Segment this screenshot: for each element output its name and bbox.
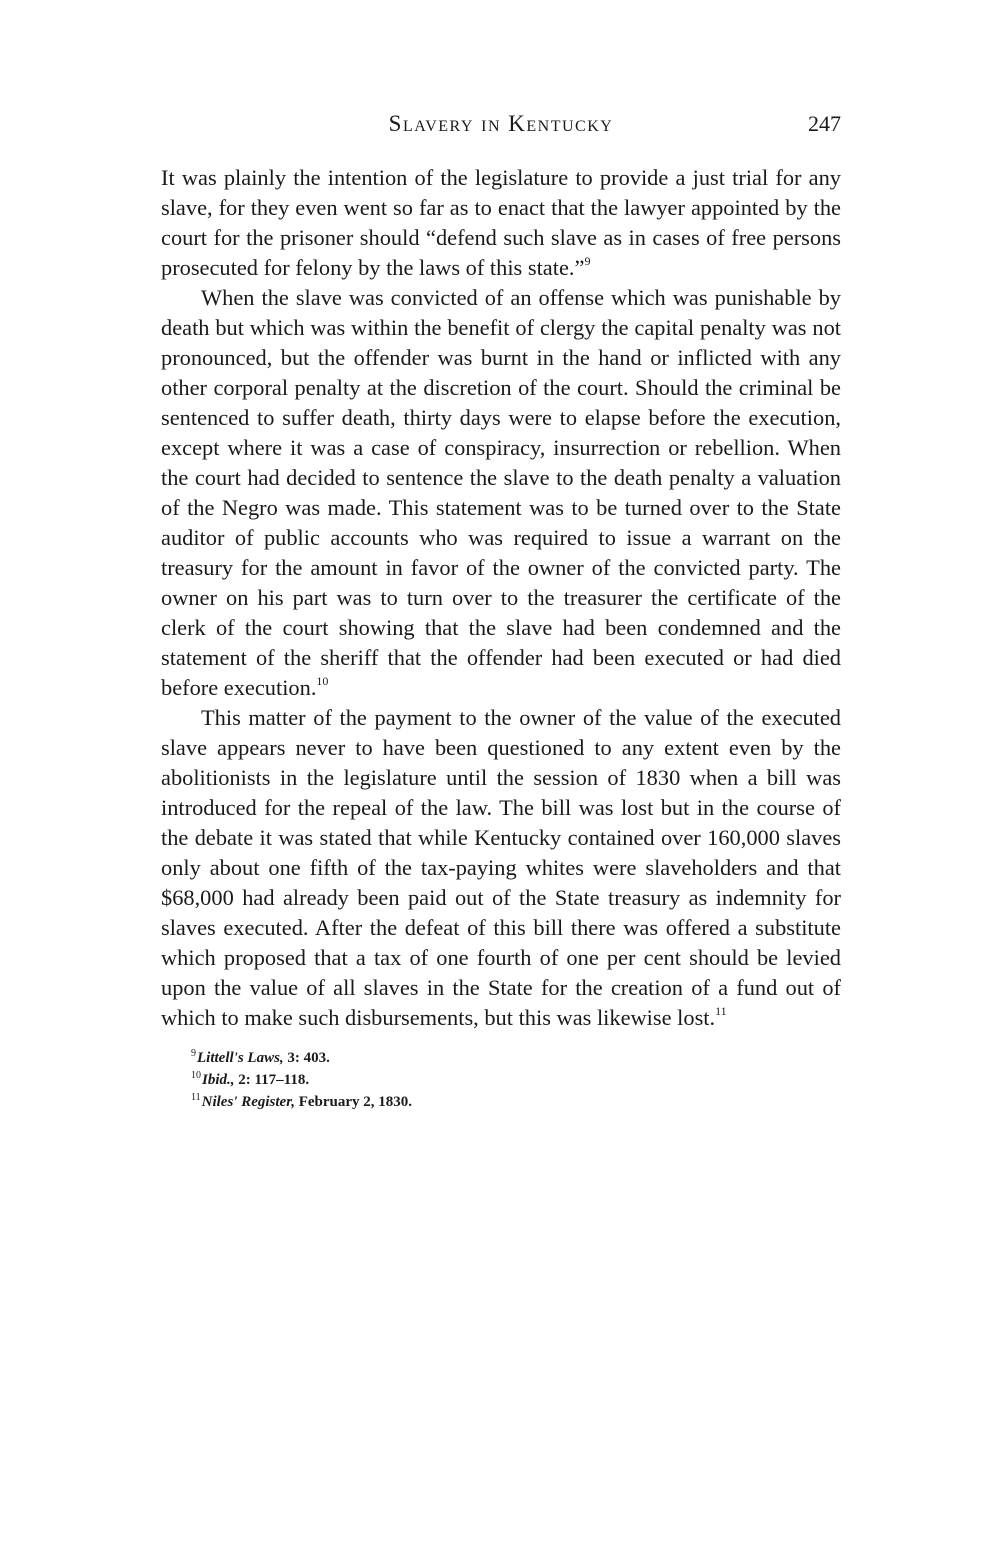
paragraph-text: When the slave was convicted of an offense which was punishable by death but which was within the benefit of clergy the capital penalty was not pronounced, but the offender was burnt in the hand or inflicted with any other corporal penalty at the discretion of the court. Should the criminal be sentenced to suffer death, thirty days were to elapse before the execution, except where it was a case of conspiracy, insurrection or rebellion. When the court had decided to sentence the slave to the death penalty a valuation of the Negro was made. This statement was to be turned over to the State auditor of public accounts who was required to issue a warrant on the treasury for the amount in favor of the owner of the convicted party. The owner on his part was to turn over to the treasurer the certificate of the clerk of the court showing that the slave had been condemned and the statement of the sheriff that the offender had been executed or had died before execution.: [161, 285, 841, 700]
footnote-marker: 11: [715, 1003, 727, 1018]
footnote-number: 9: [191, 1048, 196, 1059]
footnote-9: [191, 1047, 841, 1069]
paragraph-2: [161, 283, 841, 703]
paragraph-text: It was plainly the intention of the legislature to provide a just trial for any slave, for they even went so far as to enact that the lawyer appointed by the court for the prisoner should “defend such slave as in cases of free persons prosecuted for felony by the laws of this state.”: [161, 165, 841, 280]
footnote-number: 11: [191, 1092, 201, 1103]
footnote-marker: 10: [316, 673, 329, 688]
footnote-source: Littell's Laws,: [197, 1050, 284, 1066]
footnote-10: [191, 1069, 841, 1091]
book-page: [161, 108, 841, 1113]
footnote-source: Niles' Register,: [201, 1094, 295, 1110]
paragraph-3: [161, 703, 841, 1033]
footnote-source: Ibid.,: [202, 1072, 235, 1088]
paragraph-text: This matter of the payment to the owner of the value of the executed slave appears never to have been questioned to any extent even by the abolitionists in the legislature until the session of 1830 when a bill was introduced for the repeal of the law. The bill was lost but in the course of the debate it was stated that while Kentucky contained over 160,000 slaves only about one fifth of the tax-paying whites were slaveholders and that $68,000 had already been paid out of the State treasury as indemnity for slaves executed. After the defeat of this bill there was offered a substitute which proposed that a tax of one fourth of one per cent should be levied upon the value of all slaves in the State for the creation of a fund out of which to make such disbursements, but this was likewise lost.: [161, 705, 841, 1030]
footnote-number: 10: [191, 1070, 201, 1081]
paragraph-1: [161, 163, 841, 283]
footnotes: [161, 1047, 841, 1113]
running-title: Slavery in Kentucky: [388, 111, 614, 136]
page-number: 247: [808, 111, 841, 136]
body-text: [161, 163, 841, 1033]
footnote-marker: 9: [584, 253, 591, 268]
footnote-reference: February 2, 1830.: [298, 1094, 413, 1110]
footnote-reference: 3: 403.: [287, 1050, 330, 1066]
footnote-11: [191, 1091, 841, 1113]
footnote-reference: 2: 117–118.: [238, 1072, 310, 1088]
running-head: [161, 108, 841, 142]
